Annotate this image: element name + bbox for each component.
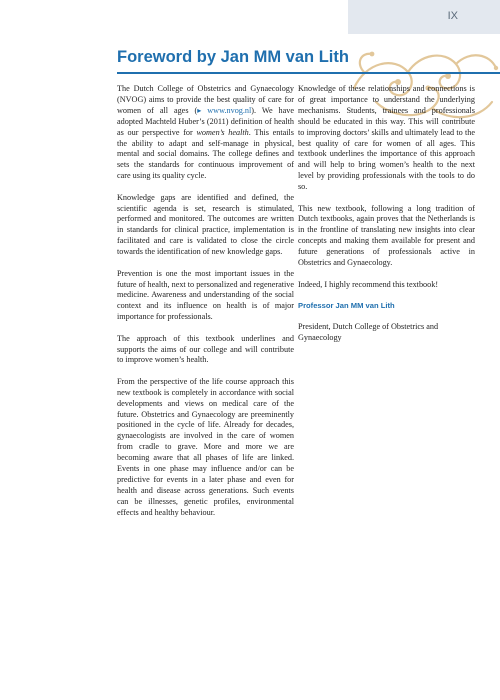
signature-title: President, Dutch College of Obstetrics and Gynaecology [298,322,439,343]
paragraph: This new textbook, following a long tradition of Dutch textbooks, again proves that the Netherlands is in the frontline of translating new insights into clear concepts and making them available for present and future generations of professionals active in Obstetrics and Gynaecology. [298,203,475,268]
paragraph-text: ). We have adopted Machteld Huber’s (2011) definition of health as our perspective for [117,105,294,137]
title-rule [117,72,500,74]
page-title: Foreword by Jan MM van Lith [117,48,349,66]
page-number-tab [348,0,500,34]
paragraph: The approach of this textbook underlines and supports the aims of our college and will contribute to improve women’s health. [117,333,294,365]
paragraph: Knowledge gaps are identified and defined, the scientific agenda is set, research is stimulated, performed and monitored. The outcomes are written in standards for clinical practice, implementation is facilitated and care is validated to close the circle towards the identification of new knowledge gaps. [117,192,294,257]
paragraph: From the perspective of the life course approach this new textbook is completely in accordance with social developments and views on medical care of the future. Obstetrics and Gynaecology are preeminently positioned in the cycle of life. Already for decades, gynaecologists are involved in the care of women from cradle to grave. More and more we are becoming aware that all phases of life are linked. Events in one phase may influence and/or can be predictive for events in a later phase and even for health and disease across generations. Such events can be illnesses, genetic profiles, environmental effects and healthy behaviour. [117,376,294,517]
paragraph: Indeed, I highly recommend this textbook! [298,279,439,289]
paragraph: Prevention is one the most important issues in the future of health, next to personalized and regenerative medicine. Awareness and understanding of the social context and its influence on health is of major importance for professionals. [117,268,294,322]
paragraph [117,84,294,182]
nvog-link[interactable]: ▸ www.nvog.nl [197,105,252,115]
left-column [117,84,294,529]
signature-name: Professor Jan MM van Lith [298,300,395,310]
page-number: IX [447,10,458,22]
emphasis-text: women’s health [196,127,249,137]
paragraph: Knowledge of these relationships and connections is of great importance to understand the underlying mechanisms. Students, trainees and professionals should be educated in this way. This will contribute to improving doctors’ skills and ultimately lead to the best quality of care for women of all ages. This textbook underlines the importance of this approach and will help to bring women’s health to the next level by providing professionals with the tools to do so. [298,84,475,192]
paragraph-text: The Dutch College of Obstetrics and Gynaecology (NVOG) aims to provide the best quality of care for women of all ages ( [117,84,294,115]
paragraph-text: . This entails the ability to adapt and self-manage in physical, mental and social domains. The college defines and sets the standards for continuous improvement of care using its quality cycle. [117,127,294,181]
right-column [298,84,475,355]
